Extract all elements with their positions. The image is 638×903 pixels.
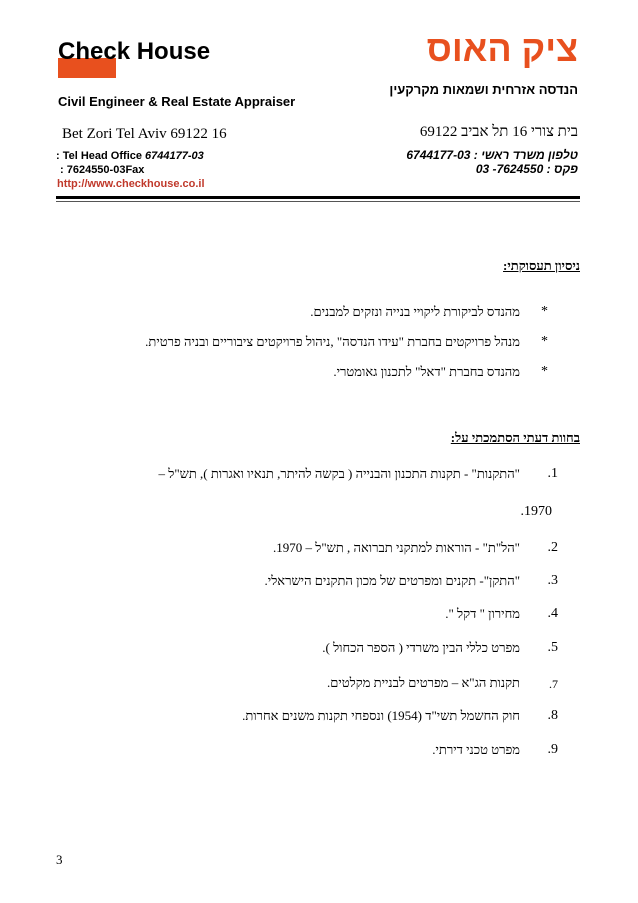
header-divider-thin [56,201,580,202]
knowledge-item: "התקנות" - תקנות התכנון והבנייה ( בקשה להיתר, תנאיו ואגרות ), תש"ל – [158,466,520,481]
list-number: .7 [549,677,558,691]
subtitle-en: Civil Engineer & Real Estate Appraiser [58,94,296,109]
bullet-mark: * [541,334,548,349]
address-he: בית צורי 16 תל אביב 69122 [419,124,578,140]
list-number: .9 [547,742,558,757]
knowledge-item: מפרט טכני דירתי. [432,742,520,757]
tel-he: טלפון משרד ראשי : 6744177-03 [406,148,578,162]
list-number: .2 [547,540,558,555]
experience-title: ניסיון תעסוקתי: [503,258,580,273]
fax-en: : 7624550-03Fax [60,164,145,176]
knowledge-item: תקנות הג"א – מפרטים לבניית מקלטים. [327,675,520,690]
knowledge-item: חוק החשמל תשי"ד (1954) ונספחי תקנות משנים אחרות. [242,708,520,723]
knowledge-item: מפרט כללי הבין משרדי ( הספר הכחול ). [322,640,520,655]
knowledge-item: מחירון " דקל ". [445,606,520,621]
page-number: 3 [56,852,63,867]
website-link[interactable]: http://www.checkhouse.co.il [57,178,205,190]
experience-item: מנהל פרויקטים בחברת "עידו הנדסה" ,ניהול פרויקטים ציבוריים ובניה פרטית. [145,334,520,349]
tel-en-label: : Tel Head Office [56,150,142,162]
list-number: .3 [547,573,558,588]
list-number: .1 [547,466,558,481]
experience-item: מהנדס לביקורת ליקויי בנייה ונזקים למבנים. [310,304,520,319]
list-number: .5 [547,640,558,655]
knowledge-title: בחוות דעתי הסתמכתי על: [450,430,580,445]
experience-item: מהנדס בחברת "דאל" לתכנון גאומטרי. [333,364,520,379]
tel-en [56,150,204,162]
knowledge-item: "התקן"- תקנים ומפרטים של מכון התקנים הישראלי. [264,573,520,588]
header-divider [56,196,580,199]
brand-name-en: Check House [58,38,211,65]
knowledge-item: "הל"ת" - הוראות למתקני תברואה , תש"ל – 1970. [273,540,520,555]
bullet-mark: * [541,364,548,379]
tel-en-number: 6744177-03 [145,150,204,162]
bullet-mark: * [541,304,548,319]
knowledge-item-continuation: .1970 [520,504,552,519]
address-en: Bet Zori Tel Aviv 69122 16 [62,126,227,142]
subtitle-he: הנדסה אזרחית ושמאות מקרקעין [389,82,578,97]
list-number: .4 [547,606,558,621]
brand-name-he: ציק האוס [426,28,578,69]
fax-he: פקס : 7624550- 03 [475,162,578,176]
list-number: .8 [547,708,558,723]
